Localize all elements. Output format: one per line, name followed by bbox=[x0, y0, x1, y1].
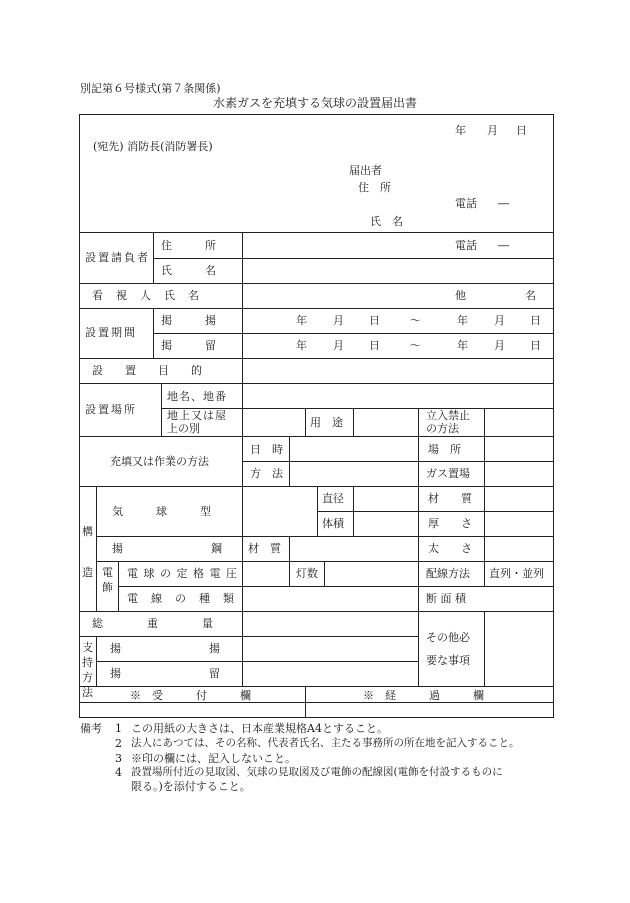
period-keep-label: 掲 留 bbox=[161, 339, 216, 352]
divider bbox=[484, 486, 485, 586]
watcher-others: 他 bbox=[455, 289, 466, 302]
other-matters-1: その他必 bbox=[426, 631, 470, 644]
divider bbox=[79, 702, 554, 703]
divider bbox=[161, 383, 162, 436]
divider bbox=[353, 408, 354, 436]
divider bbox=[153, 308, 154, 358]
period-keep-end-day: 日 bbox=[530, 339, 541, 352]
note-1-number: 1 bbox=[115, 722, 122, 735]
watcher-label: 看 視 人 氏 名 bbox=[92, 289, 200, 302]
contractor-phone-label: 電話 bbox=[455, 239, 477, 252]
divider bbox=[242, 383, 243, 436]
divider bbox=[96, 486, 97, 611]
divider bbox=[484, 408, 485, 436]
divider bbox=[153, 232, 154, 283]
diameter-label: 直径 bbox=[322, 492, 344, 505]
support-label: 支持方法 bbox=[82, 641, 93, 699]
wiring-label: 配線方法 bbox=[426, 567, 470, 580]
filling-method-label: 方 法 bbox=[250, 467, 283, 480]
period-keep-year: 年 bbox=[296, 339, 307, 352]
date-month: 月 bbox=[487, 124, 498, 137]
divider bbox=[79, 611, 554, 612]
purpose-label: 設 置 目 的 bbox=[92, 364, 202, 377]
divider bbox=[242, 308, 243, 358]
period-keep-month: 月 bbox=[333, 339, 344, 352]
place-ground-roof-2: 上の別 bbox=[167, 422, 200, 435]
section-label: 断 面 積 bbox=[426, 592, 466, 605]
period-raise-end-day: 日 bbox=[530, 314, 541, 327]
divider bbox=[418, 611, 419, 686]
place-restrict-2: の方法 bbox=[426, 422, 459, 435]
support-keep-label: 揚 留 bbox=[110, 667, 220, 680]
date-year: 年 bbox=[455, 124, 466, 137]
divider bbox=[79, 686, 554, 687]
divider bbox=[79, 232, 554, 233]
period-keep-end-year: 年 bbox=[457, 339, 468, 352]
note-3-number: 3 bbox=[115, 752, 122, 765]
note-4-number: 4 bbox=[115, 766, 122, 779]
period-raise-tilde: ～ bbox=[410, 314, 421, 327]
place-restrict-1: 立入禁止 bbox=[426, 409, 470, 422]
period-raise-day: 日 bbox=[369, 314, 380, 327]
form-number: 別記第６号様式(第７条関係) bbox=[80, 82, 221, 95]
contractor-name-label: 氏 名 bbox=[161, 264, 216, 277]
filling-place-label: 場 所 bbox=[428, 443, 461, 456]
balloon-type-label: 気 球 型 bbox=[112, 505, 211, 518]
watcher-people: 名 bbox=[525, 289, 536, 302]
divider bbox=[324, 561, 325, 586]
divider bbox=[153, 333, 554, 334]
divider bbox=[289, 536, 290, 561]
filling-label: 充填又は作業の方法 bbox=[110, 455, 209, 468]
applicant-address-label: 住 所 bbox=[358, 181, 391, 194]
divider bbox=[118, 561, 119, 611]
applicant-phone-label: 電話 bbox=[455, 197, 477, 210]
divider bbox=[242, 436, 243, 486]
divider bbox=[484, 436, 485, 486]
rope-material-label: 材 質 bbox=[248, 542, 281, 555]
divider bbox=[96, 536, 554, 537]
lamps-label: 灯数 bbox=[296, 567, 318, 580]
date-day: 日 bbox=[516, 124, 527, 137]
decoration-label: 電飾 bbox=[102, 566, 113, 594]
divider bbox=[79, 358, 554, 359]
contractor-address-label: 住 所 bbox=[161, 239, 216, 252]
rope-label: 揚 鋼 bbox=[112, 542, 222, 555]
divider bbox=[79, 383, 554, 384]
note-4-line-2: 限る。)を添付すること。 bbox=[131, 780, 251, 793]
period-keep-day: 日 bbox=[369, 339, 380, 352]
divider bbox=[418, 436, 419, 486]
voltage-label: 電 球 の 定 格 電 圧 bbox=[127, 567, 238, 580]
note-4-line-1: 設置場所付近の見取図、気球の見取図及び電飾の配線図(電飾を付設するものに bbox=[131, 766, 503, 778]
applicant-label: 届出者 bbox=[349, 164, 382, 177]
other-matters-2: 要な事項 bbox=[426, 654, 470, 667]
divider bbox=[242, 283, 243, 308]
progress-column-label: ※ 経 過 欄 bbox=[363, 689, 484, 702]
wire-type-label: 電 線 の 種 類 bbox=[127, 592, 235, 605]
period-raise-month: 月 bbox=[333, 314, 344, 327]
filling-gas-storage-label: ガス置場 bbox=[426, 467, 470, 480]
filling-datetime-label: 日 時 bbox=[250, 443, 283, 456]
period-raise-label: 掲 揚 bbox=[161, 314, 216, 327]
divider bbox=[118, 586, 554, 587]
place-lot-label: 地名、地番 bbox=[167, 390, 227, 403]
divider bbox=[289, 436, 290, 486]
note-3: ※印の欄には、記入しないこと。 bbox=[131, 752, 296, 765]
note-1: この用紙の大きさは、日本産業規格A4とすること。 bbox=[131, 722, 388, 735]
divider bbox=[79, 436, 554, 437]
divider bbox=[242, 536, 243, 611]
contractor-label: 設置請負者 bbox=[85, 251, 150, 264]
period-label: 設置期間 bbox=[85, 326, 137, 339]
width-label: 太 さ bbox=[428, 542, 472, 555]
weight-label: 総 重 量 bbox=[92, 617, 213, 630]
divider bbox=[317, 486, 318, 536]
divider bbox=[96, 561, 554, 562]
structure-label-1: 構 bbox=[82, 525, 93, 538]
divider bbox=[79, 308, 554, 309]
divider bbox=[96, 636, 97, 686]
note-2-number: 2 bbox=[115, 737, 122, 750]
divider bbox=[79, 636, 418, 637]
divider bbox=[289, 561, 290, 586]
period-raise-end-year: 年 bbox=[457, 314, 468, 327]
note-2: 法人にあつては、その名称、代表者氏名、主たる事務所の所在地を記入すること。 bbox=[131, 737, 520, 749]
place-use-label: 用 途 bbox=[310, 416, 343, 429]
applicant-phone-dash: ― bbox=[498, 197, 509, 210]
divider bbox=[242, 611, 243, 686]
applicant-name-label: 氏 名 bbox=[370, 215, 403, 228]
period-keep-tilde: ～ bbox=[410, 339, 421, 352]
divider bbox=[153, 258, 554, 259]
divider bbox=[353, 486, 354, 536]
structure-label-2: 造 bbox=[82, 566, 93, 579]
support-raise-label: 揚 揚 bbox=[110, 642, 220, 655]
period-keep-end-month: 月 bbox=[494, 339, 505, 352]
divider bbox=[96, 661, 418, 662]
place-ground-roof-1: 地上又は屋 bbox=[167, 409, 227, 422]
divider bbox=[305, 686, 306, 718]
document-title: 水素ガスを充填する気球の設置届出書 bbox=[213, 96, 418, 110]
contractor-phone-dash: ― bbox=[498, 239, 509, 252]
notes-label: 備考 bbox=[80, 722, 102, 735]
divider bbox=[79, 283, 554, 284]
divider bbox=[305, 408, 306, 436]
divider bbox=[242, 358, 243, 383]
divider bbox=[484, 611, 485, 686]
reception-column-label: ※ 受 付 欄 bbox=[130, 689, 251, 702]
volume-label: 体積 bbox=[322, 517, 344, 530]
thickness-label: 厚 さ bbox=[428, 517, 472, 530]
addressee: (宛先) 消防長(消防署長) bbox=[93, 140, 213, 153]
material-label: 材 質 bbox=[428, 492, 472, 505]
divider bbox=[242, 232, 243, 283]
divider bbox=[418, 486, 419, 611]
divider bbox=[242, 486, 243, 536]
divider bbox=[418, 408, 419, 436]
period-raise-year: 年 bbox=[296, 314, 307, 327]
place-label: 設置場所 bbox=[85, 403, 137, 416]
series-parallel: 直列・並列 bbox=[489, 567, 544, 580]
period-raise-end-month: 月 bbox=[494, 314, 505, 327]
